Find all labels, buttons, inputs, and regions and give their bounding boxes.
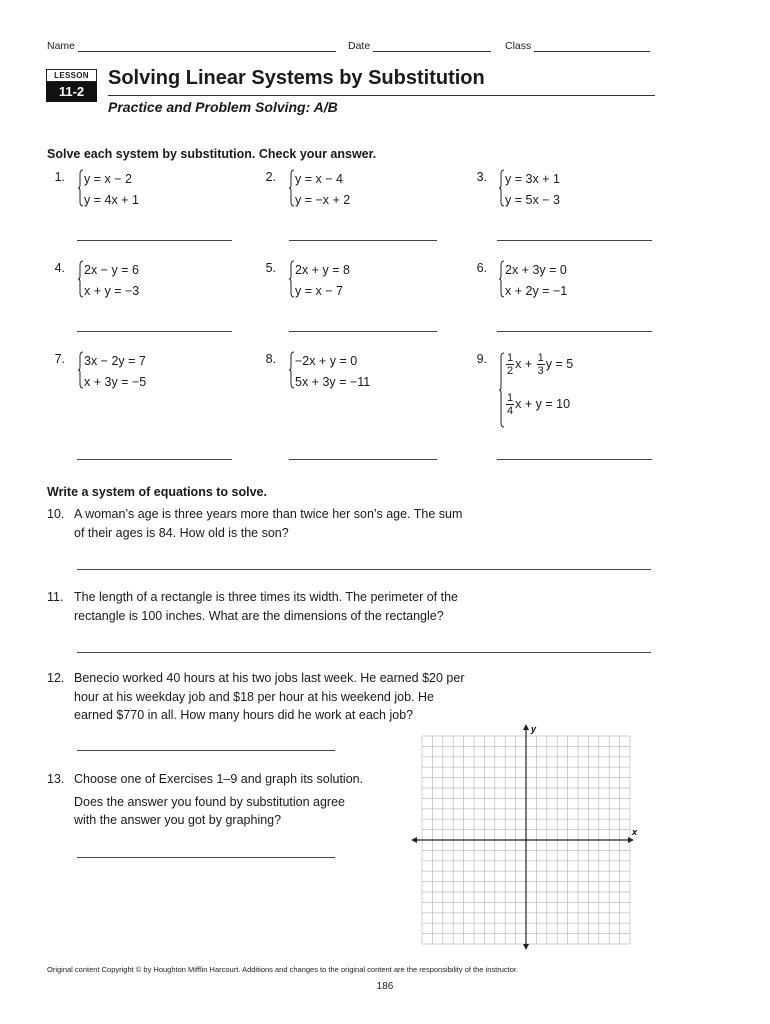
problem-number: 6. bbox=[476, 261, 487, 275]
denominator: 3 bbox=[537, 365, 544, 377]
problem-number: 2. bbox=[265, 170, 276, 184]
answer-line[interactable] bbox=[289, 331, 437, 332]
brace-icon bbox=[289, 260, 295, 298]
question-line: hour at his weekday job and $18 per hour at his weekend job. He bbox=[74, 689, 434, 704]
equation: x + y = −3 bbox=[84, 284, 140, 298]
lesson-badge bbox=[46, 69, 97, 102]
answer-line[interactable] bbox=[77, 857, 335, 858]
equation-text: x + bbox=[515, 356, 533, 371]
question-number: 10. bbox=[47, 507, 65, 521]
equation-system bbox=[295, 169, 350, 211]
equation-system bbox=[295, 351, 370, 393]
problem-number: 3. bbox=[476, 170, 487, 184]
y-axis-label: y bbox=[531, 724, 537, 734]
question-line: Choose one of Exercises 1–9 and graph its solution. bbox=[74, 772, 364, 786]
x-axis-arrow-left-icon bbox=[411, 837, 417, 843]
question-text bbox=[74, 770, 414, 830]
numerator: 1 bbox=[507, 392, 514, 404]
answer-line[interactable] bbox=[77, 459, 232, 460]
coordinate-grid[interactable] bbox=[410, 722, 642, 952]
answer-line[interactable] bbox=[77, 331, 232, 332]
name-field[interactable] bbox=[47, 40, 336, 52]
name-blank[interactable] bbox=[78, 41, 336, 52]
brace-icon bbox=[289, 169, 295, 207]
x-axis-label: x bbox=[632, 827, 638, 837]
brace-icon bbox=[499, 169, 505, 207]
question-text bbox=[74, 505, 634, 542]
question-line: Benecio worked 40 hours at his two jobs last week. He earned $20 per bbox=[74, 671, 465, 685]
equation-system bbox=[505, 260, 567, 302]
equation-system bbox=[84, 260, 139, 302]
problem-number: 8. bbox=[265, 352, 276, 366]
answer-line[interactable] bbox=[289, 240, 437, 241]
equation bbox=[505, 352, 573, 377]
equation: 2x + 3y = 0 bbox=[505, 263, 567, 277]
answer-line[interactable] bbox=[77, 652, 651, 653]
question-number: 13. bbox=[47, 772, 65, 786]
question-line: of their ages is 84. How old is the son? bbox=[74, 525, 289, 540]
section2-instructions: Write a system of equations to solve. bbox=[47, 485, 267, 499]
answer-line[interactable] bbox=[497, 331, 652, 332]
question-text bbox=[74, 669, 634, 725]
equation: x + 2y = −1 bbox=[505, 284, 568, 298]
class-blank[interactable] bbox=[534, 41, 650, 52]
numerator: 1 bbox=[507, 352, 514, 364]
equation: y = −x + 2 bbox=[295, 193, 351, 207]
equation: y = x − 7 bbox=[295, 284, 343, 298]
brace-icon bbox=[78, 351, 84, 389]
brace-icon bbox=[289, 351, 295, 389]
fraction bbox=[506, 352, 514, 377]
question-line: with the answer you got by graphing? bbox=[74, 813, 282, 827]
equation-system bbox=[295, 260, 350, 302]
y-axis-arrow-down-icon bbox=[523, 944, 529, 950]
problem-number: 5. bbox=[265, 261, 276, 275]
equation: 2x + y = 8 bbox=[295, 263, 350, 277]
equation-system bbox=[84, 169, 139, 211]
x-axis-arrow-right-icon bbox=[628, 837, 634, 843]
problem-number: 4. bbox=[54, 261, 65, 275]
lesson-badge-number: 11-2 bbox=[46, 82, 97, 102]
question-number: 11. bbox=[47, 590, 64, 604]
question-line: earned $770 in all. How many hours did he work at each job? bbox=[74, 708, 414, 722]
problem-number: 1. bbox=[54, 170, 65, 184]
page-subtitle: Practice and Problem Solving: A/B bbox=[108, 99, 338, 115]
equation-system bbox=[505, 169, 560, 211]
page-number: 186 bbox=[376, 981, 394, 992]
equation: y = x − 2 bbox=[84, 172, 132, 186]
question-line: rectangle is 100 inches. What are the dimensions of the rectangle? bbox=[74, 608, 444, 623]
question-line: Does the answer you found by substitution agree bbox=[74, 794, 346, 809]
answer-line[interactable] bbox=[497, 240, 652, 241]
date-label: Date bbox=[348, 40, 371, 52]
numerator: 1 bbox=[537, 352, 544, 364]
question-number: 12. bbox=[47, 671, 65, 685]
equation: −2x + y = 0 bbox=[295, 354, 358, 368]
title-divider bbox=[108, 95, 655, 96]
section1-instructions: Solve each system by substitution. Check your answer. bbox=[47, 147, 377, 161]
brace-icon bbox=[499, 260, 505, 298]
problem-number: 9. bbox=[476, 352, 487, 366]
equation: 5x + 3y = −11 bbox=[295, 375, 371, 389]
equation-system bbox=[505, 352, 625, 430]
problem-number: 7. bbox=[54, 352, 65, 366]
page-title: Solving Linear Systems by Substitution bbox=[108, 67, 485, 89]
answer-line[interactable] bbox=[77, 569, 651, 570]
name-label: Name bbox=[47, 40, 76, 52]
answer-line[interactable] bbox=[77, 750, 335, 751]
equation-text: x + y = 10 bbox=[515, 396, 571, 411]
question-line: A woman’s age is three years more than twice her son’s age. The sum bbox=[74, 507, 463, 521]
equation: y = 3x + 1 bbox=[505, 172, 560, 186]
equation: x + 3y = −5 bbox=[84, 375, 147, 389]
denominator: 2 bbox=[507, 365, 514, 377]
fraction bbox=[537, 352, 545, 377]
brace-icon bbox=[78, 169, 84, 207]
equation-system bbox=[84, 351, 146, 393]
class-label: Class bbox=[505, 40, 532, 52]
copyright-footer: Original content Copyright © by Houghton Mifflin Harcourt. Additions and changes to the original content are the responsibility of the instructor. bbox=[47, 965, 519, 974]
fraction bbox=[506, 392, 514, 417]
answer-line[interactable] bbox=[77, 240, 232, 241]
answer-line[interactable] bbox=[497, 459, 652, 460]
equation: 3x − 2y = 7 bbox=[84, 354, 146, 368]
answer-line[interactable] bbox=[289, 459, 437, 460]
denominator: 4 bbox=[507, 405, 514, 417]
date-field[interactable] bbox=[348, 40, 491, 52]
equation: 2x − y = 6 bbox=[84, 263, 139, 277]
equation: y = x − 4 bbox=[295, 172, 343, 186]
lesson-badge-label: LESSON bbox=[46, 69, 97, 82]
equation: y = 4x + 1 bbox=[84, 193, 139, 207]
question-text bbox=[74, 588, 634, 625]
date-blank[interactable] bbox=[373, 41, 491, 52]
y-axis-arrow-up-icon bbox=[523, 724, 529, 730]
equation-text: y = 5 bbox=[545, 356, 574, 371]
class-field[interactable] bbox=[505, 40, 650, 52]
brace-icon bbox=[78, 260, 84, 298]
equation bbox=[505, 392, 570, 417]
equation: y = 5x − 3 bbox=[505, 193, 560, 207]
question-line: The length of a rectangle is three times its width. The perimeter of the bbox=[74, 590, 458, 604]
